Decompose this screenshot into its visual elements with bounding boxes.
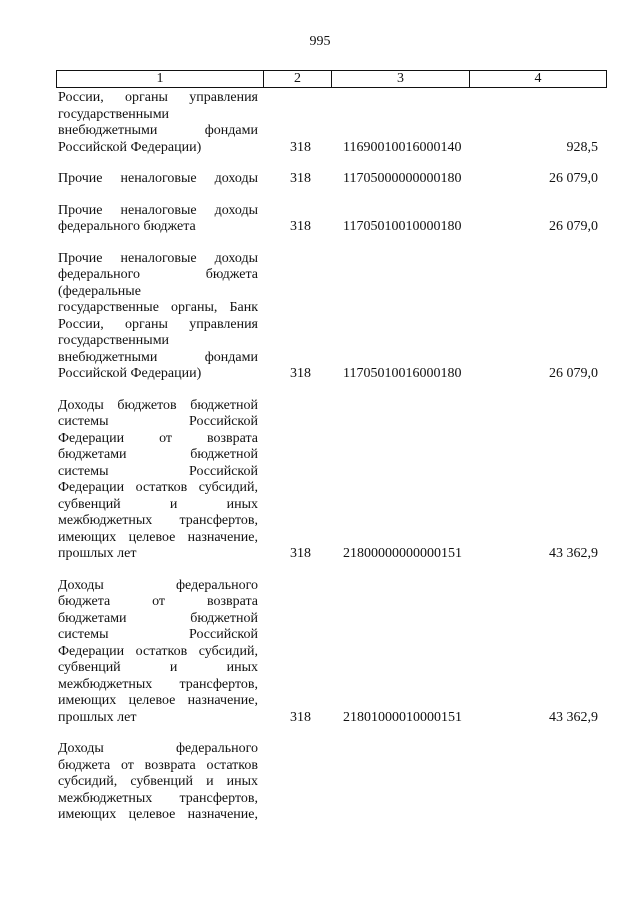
description-line: бюджетами бюджетной bbox=[58, 610, 258, 626]
description-line: межбюджетных трансфертов, bbox=[58, 790, 258, 806]
description-line: Российской Федерации) bbox=[58, 366, 202, 381]
description-line: бюджета от возврата остатков bbox=[58, 757, 258, 773]
row-admin-code: 318 bbox=[290, 219, 311, 234]
row-budget-code: 21800000000000151 bbox=[343, 546, 462, 561]
row-budget-code: 11705000000000180 bbox=[343, 171, 462, 186]
description-line: государственными bbox=[58, 333, 170, 348]
header-col-3: 3 bbox=[332, 71, 470, 87]
row-admin-code: 318 bbox=[290, 139, 311, 155]
row-description bbox=[58, 171, 258, 188]
row-budget-code: 11705010010000180 bbox=[343, 219, 462, 234]
description-line: России, органы управления bbox=[58, 90, 258, 105]
description-line: федерального бюджета bbox=[58, 267, 258, 282]
description-line: Прочие неналоговые доходы bbox=[58, 171, 258, 186]
row-amount: 26 079,0 bbox=[549, 219, 598, 234]
row-description bbox=[58, 251, 258, 383]
row-amount: 26 079,0 bbox=[549, 171, 598, 186]
row-description bbox=[58, 578, 258, 727]
table-row bbox=[58, 578, 598, 727]
row-admin-code: 318 bbox=[290, 171, 311, 186]
row-budget-code: 21801000010000151 bbox=[343, 709, 462, 725]
description-line: имеющих целевое назначение, bbox=[58, 693, 258, 708]
row-admin-code: 318 bbox=[290, 709, 311, 725]
row-admin-code: 318 bbox=[290, 546, 311, 561]
table-row bbox=[58, 203, 598, 236]
description-line: системы Российской bbox=[58, 414, 258, 429]
description-line: Доходы федерального bbox=[58, 741, 258, 756]
description-line: Федерации остатков субсидий, bbox=[58, 643, 258, 659]
table-row bbox=[58, 90, 598, 156]
description-line: субвенций и иных bbox=[58, 660, 258, 675]
row-admin-code: 318 bbox=[290, 366, 311, 381]
description-line: межбюджетных трансфертов, bbox=[58, 676, 258, 692]
description-line: межбюджетных трансфертов, bbox=[58, 513, 258, 528]
table-row bbox=[58, 251, 598, 383]
table-row bbox=[58, 398, 598, 563]
description-line: Прочие неналоговые доходы bbox=[58, 250, 258, 266]
row-description bbox=[58, 741, 258, 824]
header-col-1: 1 bbox=[57, 71, 264, 87]
description-line: субсидий, субвенций и иных bbox=[58, 774, 258, 789]
description-line: прошлых лет bbox=[58, 546, 137, 561]
table-header-row bbox=[56, 70, 607, 88]
row-amount: 43 362,9 bbox=[549, 709, 598, 725]
description-line: Прочие неналоговые доходы bbox=[58, 202, 258, 218]
description-line: системы Российской bbox=[58, 463, 258, 479]
description-line: федерального бюджета bbox=[58, 219, 196, 234]
description-line: Федерации от возврата bbox=[58, 430, 258, 446]
description-line: (федеральные bbox=[58, 283, 141, 299]
row-amount: 928,5 bbox=[566, 139, 598, 155]
description-line: государственные органы, Банк bbox=[58, 300, 258, 315]
row-amount: 26 079,0 bbox=[549, 366, 598, 381]
description-line: Российской Федерации) bbox=[58, 139, 202, 155]
table-row bbox=[58, 741, 598, 824]
row-amount: 43 362,9 bbox=[549, 546, 598, 561]
description-line: прошлых лет bbox=[58, 709, 137, 725]
description-line: государственными bbox=[58, 106, 170, 122]
header-col-2: 2 bbox=[264, 71, 332, 87]
table-row bbox=[58, 171, 598, 188]
description-line: имеющих целевое назначение, bbox=[58, 807, 258, 822]
description-line: Доходы федерального bbox=[58, 577, 258, 593]
page-number: 995 bbox=[309, 34, 331, 49]
header-col-4: 4 bbox=[534, 71, 542, 86]
description-line: Доходы бюджетов бюджетной bbox=[58, 397, 258, 413]
description-line: Федерации остатков субсидий, bbox=[58, 480, 258, 495]
row-budget-code: 11705010016000180 bbox=[343, 366, 462, 381]
description-line: России, органы управления bbox=[58, 316, 258, 332]
description-line: имеющих целевое назначение, bbox=[58, 529, 258, 545]
row-budget-code: 11690010016000140 bbox=[343, 139, 462, 155]
row-description bbox=[58, 203, 258, 236]
description-line: внебюджетными фондами bbox=[58, 123, 258, 138]
description-line: бюджета от возврата bbox=[58, 594, 258, 609]
row-description bbox=[58, 398, 258, 563]
table-body bbox=[58, 90, 598, 824]
description-line: бюджетами бюджетной bbox=[58, 447, 258, 462]
description-line: системы Российской bbox=[58, 627, 258, 642]
description-line: внебюджетными фондами bbox=[58, 349, 258, 365]
description-line: субвенций и иных bbox=[58, 496, 258, 512]
row-description bbox=[58, 90, 258, 156]
